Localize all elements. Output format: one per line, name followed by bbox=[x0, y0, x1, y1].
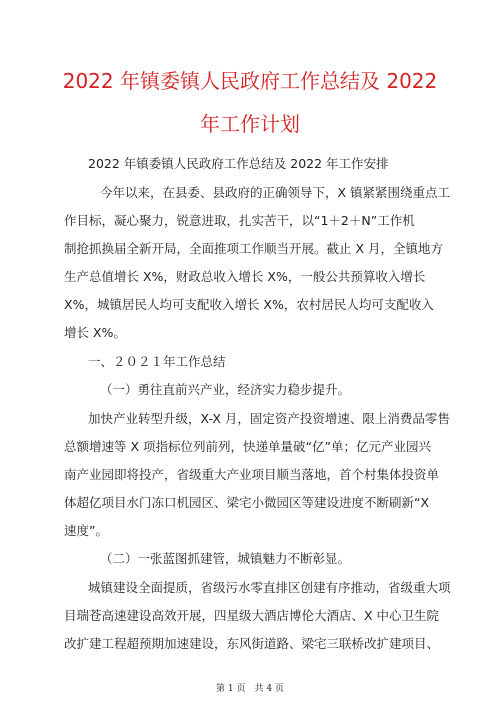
paragraph-line: 城镇建设全面提质，省级污水零直排区创建有序推动，省级重大项 bbox=[88, 580, 451, 595]
paragraph-line: 体超亿项目水门冻口机园区、梁宅小微园区等建设进度不断刷新“X bbox=[64, 495, 430, 510]
paragraph-line: 总额增速等 X 项指标位列前列，快递单量破“亿”单；亿元产业园兴 bbox=[64, 439, 431, 454]
document-title-line-1: 2022 年镇委镇人民政府工作总结及 2022 bbox=[62, 69, 438, 93]
paragraph-line: 增长 X%。 bbox=[64, 325, 126, 340]
page-footer: 第 1 页 共 4 页 bbox=[216, 684, 284, 694]
paragraph-line: 制抢抓换届全新开局，全面推项工作顺当开展。截止 X 月，全镇地方 bbox=[64, 241, 444, 256]
paragraph-line: X%，城镇居民人均可支配收入增长 X%，农村居民人均可支配收入 bbox=[64, 297, 434, 312]
subtitle-line: 2022 年镇委镇人民政府工作总结及 2022 年工作安排 bbox=[88, 156, 389, 171]
paragraph-line: 改扩建工程超预期加速建设，东风街道路、梁宅三联桥改扩建项目、 bbox=[64, 636, 440, 651]
document-title-line-2: 年工作计划 bbox=[200, 112, 300, 136]
subsection-heading: （二）一张蓝图抓建管，城镇魅力不断彰显。 bbox=[100, 551, 351, 566]
paragraph-line: 目瑞苍高速建设高效开展，四星级大酒店博伦大酒店、X 中心卫生院 bbox=[64, 608, 440, 623]
section-heading: 一、２０２１年工作总结 bbox=[88, 354, 226, 369]
paragraph-line: 加快产业转型升级，X-X 月，固定资产投资增速、限上消费品零售 bbox=[88, 411, 450, 426]
paragraph-line: 作目标，凝心聚力，锐意进取，扎实苦干，以“1＋2＋N”工作机 bbox=[64, 213, 415, 228]
subsection-heading: （一）勇往直前兴产业，经济实力稳步提升。 bbox=[100, 382, 351, 397]
paragraph-line: 今年以来，在县委、县政府的正确领导下，X 镇紧紧围绕重点工 bbox=[100, 185, 451, 200]
paragraph-line: 生产总值增长 X%，财政总收入增长 X%，一般公共预算收入增长 bbox=[64, 269, 426, 284]
paragraph-line: 速度”。 bbox=[64, 523, 108, 538]
paragraph-line: 南产业园即将投产，省级重大产业项目顺当落地，首个村集体投资单 bbox=[64, 467, 440, 482]
